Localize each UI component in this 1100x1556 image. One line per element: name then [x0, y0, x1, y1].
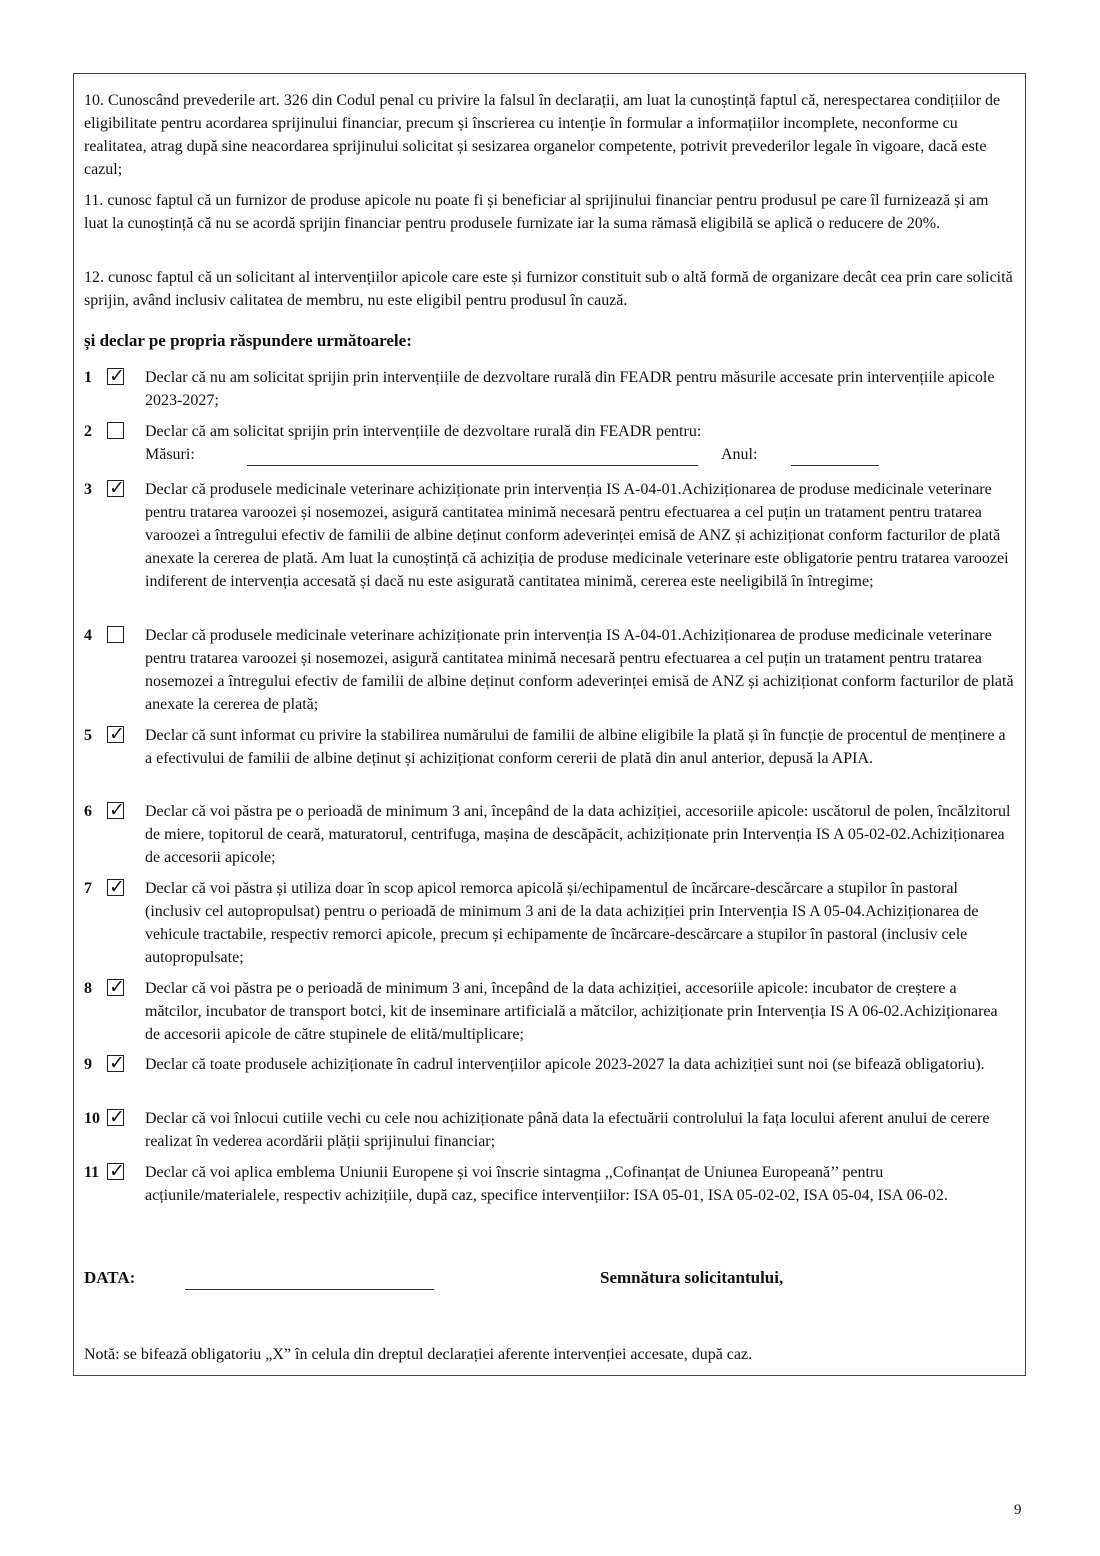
- measures-label: Măsuri:: [145, 446, 195, 463]
- declaration-number: 7: [84, 880, 92, 897]
- declaration-text: Declar că produsele medicinale veterinare achiziționate prin intervenția IS A-04-01.Achiziționarea de produse medicinale veterinare pentru tratarea varoozei și nosemozei, asigură cantitatea minimă necesară pentru efectuarea a cel puțin un tratament pentru tratarea nosemozei a întregului efectiv de familii de albine deținut conform adeverinței emisă de ANZ și achiziționat conform facturilor de plată anexate la cererea de plată;: [145, 627, 1014, 713]
- declaration-number: 3: [84, 481, 92, 498]
- page-number: 9: [1014, 1502, 1022, 1518]
- declaration-number: 1: [84, 369, 92, 386]
- declaration-checkbox-9[interactable]: [107, 1052, 125, 1074]
- footnote: Notă: se bifează obligatoriu „X” în celula din dreptul declarației aferente intervenției accesate, după caz.: [84, 1346, 753, 1363]
- check-mark-icon: ✓: [109, 1160, 125, 1182]
- check-mark-icon: ✓: [109, 477, 125, 499]
- declaration-checkbox-10[interactable]: [107, 1106, 125, 1128]
- declaration-number: 4: [84, 627, 92, 644]
- declaration-number: 10: [84, 1110, 100, 1127]
- declaration-text: Declar că produsele medicinale veterinare achiziționate prin intervenția IS A-04-01.Achiziționarea de produse medicinale veterinare pentru tratarea varoozei și nosemozei, asigură cantitatea minimă necesară pentru efectuarea a cel puțin un tratament pentru tratarea varoozei a întregului efectiv de familii de albine deținut conform adeverinței emisă de ANZ și achiziționat conform facturilor de plată anexate la cererea de plată. Am luat la cunoștință că achiziția de produse medicinale veterinare este obligatorie pentru tratarea varoozei indiferent de intervenția accesată și dacă nu este asigurată cantitatea minimă, cererea este neeligibilă în întregime;: [145, 481, 1009, 590]
- check-mark-icon: ✓: [109, 876, 125, 898]
- declaration-heading: și declar pe propria răspundere următoarele:: [84, 331, 412, 350]
- declaration-checkbox-2[interactable]: [107, 422, 124, 439]
- declaration-text: Declar că voi înlocui cutiile vechi cu cele nou achiziționate până data la efectuării controlului la fața locului aferent anului de cerere realizat în vederea acordării plății sprijinului financiar;: [145, 1110, 990, 1150]
- declaration-number: 6: [84, 803, 92, 820]
- check-mark-icon: ✓: [109, 723, 125, 745]
- paragraph-12: 12. cunosc faptul că un solicitant al intervențiilor apicole care este și furnizor constituit sub o altă formă de organizare decât cea prin care solicită sprijin, având inclusiv calitatea de membru, nu este eligibil pentru produsul în cauză.: [84, 269, 1013, 309]
- declaration-text: Declar că voi păstra pe o perioadă de minimum 3 ani, începând de la data achiziției, accesoriile apicole: uscătorul de polen, încălzitorul de miere, topitorul de ceară, maturatorul, centrifuga, mașina de descăpăcit, achiziționate prin Intervenția IS A 05-02-02.Achiziționarea de accesorii apicole;: [145, 803, 1011, 866]
- declaration-number: 11: [84, 1164, 100, 1181]
- declaration-checkbox-4[interactable]: [107, 626, 124, 643]
- declaration-checkbox-3[interactable]: [107, 477, 125, 499]
- declaration-text: Declar că am solicitat sprijin prin intervențiile de dezvoltare rurală din FEADR pentru:: [145, 423, 702, 440]
- declaration-number: 9: [84, 1056, 92, 1073]
- declaration-text: Declar că nu am solicitat sprijin prin intervențiile de dezvoltare rurală din FEADR pentru măsurile accesate prin intervențiile apicole 2023-2027;: [145, 369, 995, 409]
- year-label: Anul:: [721, 446, 758, 463]
- date-field[interactable]: [185, 1289, 434, 1290]
- declaration-checkbox-7[interactable]: [107, 876, 125, 898]
- check-mark-icon: ✓: [109, 976, 125, 998]
- declaration-text: Declar că toate produsele achiziționate în cadrul intervențiilor apicole 2023-2027 la data achiziției sunt noi (se bifează obligatoriu).: [145, 1056, 985, 1073]
- declaration-checkbox-11[interactable]: [107, 1160, 125, 1182]
- paragraph-10: 10. Cunoscând prevederile art. 326 din Codul penal cu privire la falsul în declarații, am luat la cunoștință faptul că, nerespectarea condițiilor de eligibilitate pentru acordarea sprijinului financiar, precum și înscrierea cu intenție în formular a informațiilor incomplete, neconforme cu realitatea, atrag după sine neacordarea sprijinului solicitat și sesizarea organelor competente, potrivit prevederilor legale în vigoare, dacă este cazul;: [84, 92, 1001, 178]
- declaration-number: 8: [84, 980, 92, 997]
- check-mark-icon: ✓: [109, 1106, 125, 1128]
- declaration-checkbox-6[interactable]: [107, 799, 125, 821]
- declaration-text: Declar că voi aplica emblema Uniunii Europene și voi înscrie sintagma ,,Cofinanțat de Uniunea Europeană’’ pentru acțiunile/materialele, respectiv achizițiile, după caz, specifice intervențiilor: ISA 05-01, ISA 05-02-02, ISA 05-04, ISA 06-02.: [145, 1164, 948, 1204]
- declaration-checkbox-5[interactable]: [107, 723, 125, 745]
- declaration-checkbox-8[interactable]: [107, 976, 125, 998]
- declaration-text: Declar că sunt informat cu privire la stabilirea numărului de familii de albine eligibile la plată și în funcție de procentul de menținere a a efectivului de familii de albine deținut și achiziționat conform cererii de plată din anul anterior, depusă la APIA.: [145, 727, 1006, 767]
- check-mark-icon: ✓: [109, 365, 125, 387]
- check-mark-icon: ✓: [109, 1052, 125, 1074]
- declaration-number: 2: [84, 423, 92, 440]
- declaration-text: Declar că voi păstra și utiliza doar în scop apicol remorca apicolă și/echipamentul de încărcare-descărcare a stupilor în pastoral (inclusiv cel autopropulsat) pentru o perioadă de minimum 3 ani de la data achiziției prin Intervenția IS A 05-04.Achiziționarea de vehicule tractabile, respectiv remorci apicole, precum și echipamente de încărcare-descărcare a stupilor în pastoral (inclusiv cele autopropulsate;: [145, 880, 979, 966]
- signature-label: Semnătura solicitantului,: [600, 1268, 784, 1287]
- declaration-checkbox-1[interactable]: [107, 365, 125, 387]
- year-field[interactable]: [791, 465, 879, 466]
- paragraph-11: 11. cunosc faptul că un furnizor de produse apicole nu poate fi și beneficiar al sprijinului financiar pentru produsul pe care îl furnizează și am luat la cunoștință că nu se acordă sprijin financiar pentru produsele furnizate iar la suma rămasă eligibilă se aplică o reducere de 20%.: [84, 192, 989, 232]
- declaration-number: 5: [84, 727, 92, 744]
- declaration-text: Declar că voi păstra pe o perioadă de minimum 3 ani, începând de la data achiziției, accesoriile apicole: incubator de creștere a mătcilor, incubator de transport botci, kit de inseminare artificială a mătcilor, achiziționate prin Intervenția IS A 06-02.Achiziționarea de accesorii apicole de către stupinele de elită/multiplicare;: [145, 980, 998, 1043]
- date-label: DATA:: [84, 1268, 136, 1287]
- measures-field[interactable]: [247, 465, 698, 466]
- check-mark-icon: ✓: [109, 799, 125, 821]
